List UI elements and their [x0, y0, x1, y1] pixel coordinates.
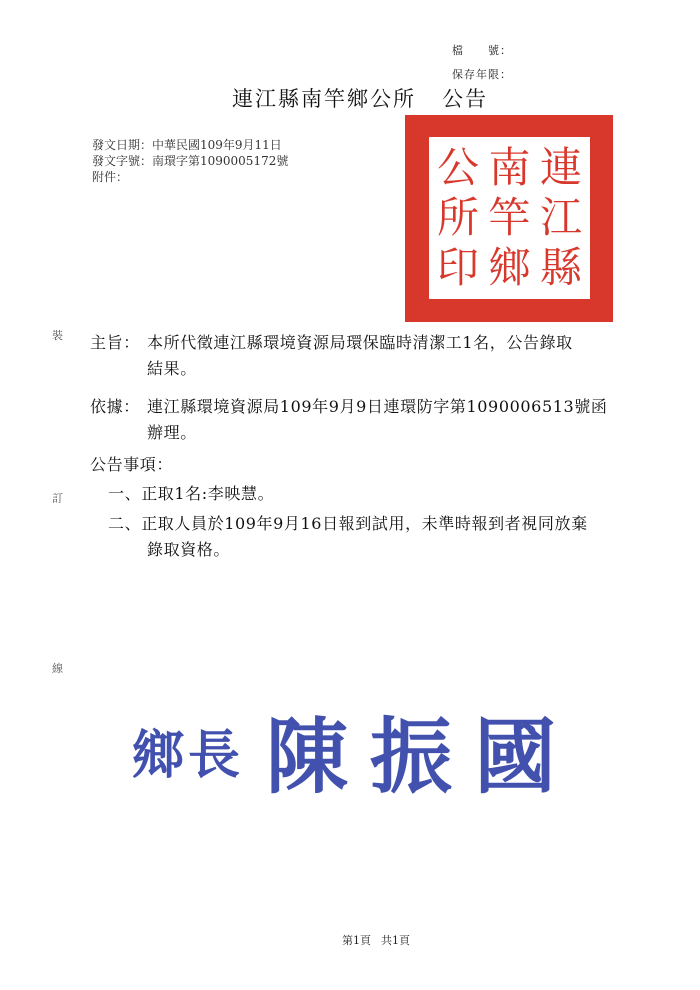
- basis-text-line-1: 連江縣環境資源局109年9月9日連環防字第1090006513號函: [147, 397, 608, 416]
- signature-char: 振: [370, 709, 453, 805]
- seal-inner-frame: [426, 134, 593, 302]
- subject-label: 主旨：: [90, 333, 140, 352]
- basis-label: 依據：: [90, 397, 140, 416]
- subject-text-line-1: 本所代徵連江縣環境資源局環保臨時清潔工1名，公告錄取: [147, 333, 573, 352]
- document-type: 公告: [442, 87, 488, 111]
- seal-char: 竿: [488, 193, 531, 242]
- seal-column-1: [538, 145, 584, 291]
- subject-text-line-2: 結果。: [147, 359, 197, 378]
- seal-char: 印: [436, 243, 479, 292]
- basis-text-line-2: 辦理。: [147, 423, 197, 442]
- signature-char: 國: [474, 709, 557, 805]
- notice-item-1: 一、正取1名:李映慧。: [108, 484, 275, 503]
- signature-char: 鄉: [132, 725, 185, 786]
- mayor-signature-stamp: [132, 700, 557, 805]
- seal-column-3: [435, 145, 481, 291]
- issuing-organization: 連江縣南竿鄉公所: [232, 87, 416, 111]
- notice-item-2-line-2: 錄取資格。: [147, 540, 231, 559]
- official-red-seal: [405, 115, 613, 322]
- seal-char: 鄉: [488, 243, 531, 292]
- signature-char: 長: [188, 725, 241, 786]
- file-number-label: 檔 號：: [452, 44, 512, 57]
- seal-characters: [435, 145, 584, 291]
- page-number: 第1頁: [342, 934, 371, 947]
- notice-item-2-line-1: 二、正取人員於109年9月16日報到試用，未準時報到者視同放棄: [108, 514, 588, 533]
- page-total: 共1頁: [381, 934, 410, 947]
- issue-number: 發文字號：南環字第1090005172號: [92, 154, 289, 168]
- notice-items-label: 公告事項：: [90, 455, 174, 474]
- seal-char: 所: [436, 193, 479, 242]
- document-title: [232, 83, 488, 113]
- binding-mark-zhuang: 裝: [52, 329, 63, 342]
- retention-period-label: 保存年限：: [452, 68, 512, 81]
- binding-mark-ding: 訂: [52, 492, 63, 505]
- signature-char: 陳: [266, 709, 349, 805]
- attachment-label: 附件：: [92, 170, 129, 184]
- binding-mark-xian: 線: [52, 662, 63, 675]
- seal-char: 縣: [539, 243, 582, 292]
- seal-column-2: [487, 145, 533, 291]
- page-footer: [342, 932, 410, 948]
- seal-char: 江: [539, 193, 582, 242]
- seal-char: 公: [436, 143, 479, 192]
- seal-char: 連: [539, 143, 582, 192]
- issue-date: 發文日期：中華民國109年9月11日: [92, 138, 282, 152]
- seal-char: 南: [488, 143, 531, 192]
